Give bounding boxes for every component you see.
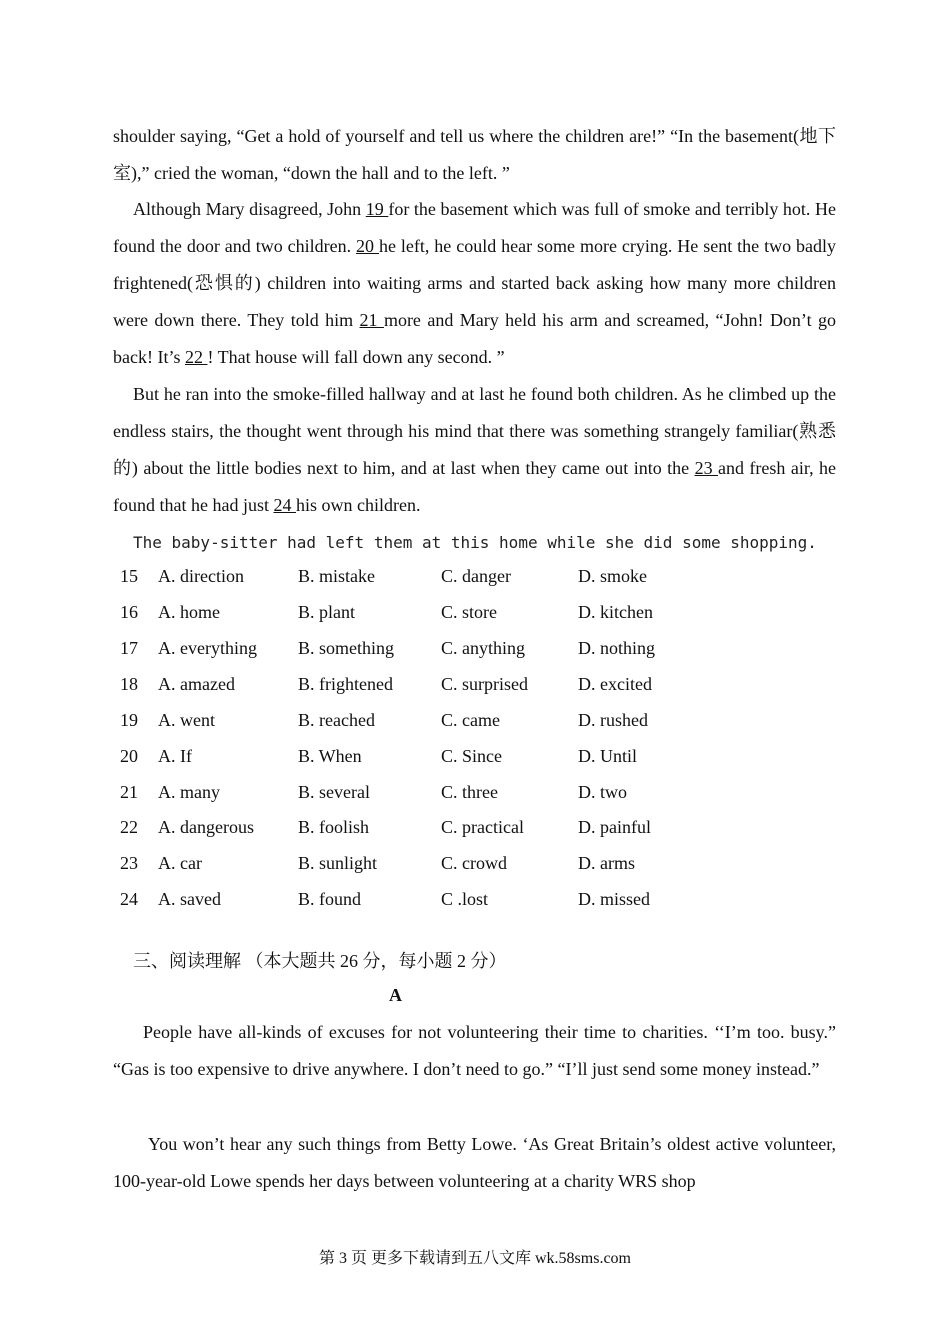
inserted-sentence: The baby-sitter had left them at this home while she did some shopping. — [133, 533, 817, 552]
option-b: B. reached — [298, 710, 375, 730]
paragraph-text: shoulder saying, “Get a hold of yourself and tell us where the children are!” “In the basement(地下室),” cried the woman, “down the hall and to the left. ” — [113, 126, 836, 183]
option-d: D. arms — [578, 853, 635, 873]
option-b: B. plant — [298, 602, 355, 622]
question-number: 22 — [120, 817, 138, 837]
option-c: C. crowd — [441, 853, 507, 873]
option-d: D. Until — [578, 746, 638, 766]
blank-21: 21 — [359, 310, 384, 330]
option-c: C. danger — [441, 566, 511, 586]
option-c: C. three — [441, 782, 498, 802]
option-d: D. smoke — [578, 566, 647, 586]
option-b: B. frightened — [298, 674, 393, 694]
question-number: 20 — [120, 746, 138, 766]
option-row — [120, 853, 840, 889]
option-row — [120, 602, 840, 638]
question-number: 21 — [120, 782, 138, 802]
option-row — [120, 674, 840, 710]
option-a: A. many — [158, 782, 220, 802]
option-b: B. When — [298, 746, 362, 766]
question-number: 15 — [120, 566, 138, 586]
question-number: 17 — [120, 638, 138, 658]
option-row — [120, 566, 840, 602]
paragraph-text: he left, he could hear some more crying. He sent the two badly frightened(恐惧的) children into waiting arms and started back asking how many more children were down there. They told him — [113, 236, 836, 330]
paragraph-text: Although Mary disagreed, John — [133, 199, 366, 219]
option-a: A. car — [158, 853, 202, 873]
option-b: B. something — [298, 638, 395, 658]
option-d: D. missed — [578, 889, 650, 909]
section-heading: 三、阅读理解 （本大题共 26 分，每小题 2 分） — [133, 951, 507, 971]
question-number: 16 — [120, 602, 138, 622]
passage-paragraph-1 — [113, 118, 836, 192]
option-d: D. nothing — [578, 638, 656, 658]
option-a: A. direction — [158, 566, 244, 586]
option-c: C .lost — [441, 889, 489, 909]
blank-19: 19 — [365, 199, 389, 219]
option-d: D. kitchen — [578, 602, 653, 622]
paragraph-text: for the basement which was full of smoke and terribly hot. He found the door and two children. — [113, 199, 836, 256]
option-d: D. two — [578, 782, 627, 802]
reading-paragraph-1: People have all-kinds of excuses for not volunteering their time to charities. ‘‘I’m too. busy.” “Gas is too expensive to drive anywhere. I don’t need to go.” “I’ll just send some money instead.” — [113, 1022, 836, 1079]
option-row — [120, 746, 840, 782]
option-c: C. Since — [441, 746, 502, 766]
page-footer: 第 3 页 更多下载请到五八文库 wk.58sms.com — [318, 1250, 631, 1267]
passage-paragraph-3 — [113, 376, 836, 524]
option-c: C. store — [441, 602, 497, 622]
option-b: B. mistake — [298, 566, 375, 586]
reading-paragraph-2: You won’t hear any such things from Betty Lowe. ‘As Great Britain’s oldest active volunteer, 100-year-old Lowe spends her days between volunteering at a charity WRS shop — [113, 1134, 836, 1191]
paragraph-text: But he ran into the smoke-filled hallway and at last he found both children. As he climbed up the endless stairs, the thought went through his mind that there was something strangely familiar(熟悉的) about the little bodies next to him, and at last when they came out into the — [113, 384, 836, 478]
paragraph-text: and fresh air, he found that he had just — [113, 458, 837, 515]
option-c: C. practical — [441, 817, 524, 837]
option-a: A. home — [158, 602, 220, 622]
paragraph-text: his own children. — [295, 495, 421, 515]
option-a: A. amazed — [158, 674, 235, 694]
blank-22: 22 — [184, 347, 208, 367]
option-c: C. came — [441, 710, 500, 730]
blank-20: 20 — [356, 236, 379, 256]
option-row — [120, 638, 840, 674]
option-row — [120, 710, 840, 746]
option-a: A. everything — [158, 638, 257, 658]
option-d: D. painful — [578, 817, 651, 837]
option-a: A. If — [158, 746, 192, 766]
option-c: C. surprised — [441, 674, 528, 694]
paragraph-text: ! That house will fall down any second. ” — [207, 347, 505, 367]
question-number: 19 — [120, 710, 138, 730]
option-b: B. sunlight — [298, 853, 378, 873]
option-b: B. found — [298, 889, 361, 909]
question-number: 23 — [120, 853, 138, 873]
option-row — [120, 782, 840, 818]
option-d: D. rushed — [578, 710, 648, 730]
option-b: B. several — [298, 782, 370, 802]
question-number: 24 — [120, 889, 138, 909]
option-row — [120, 817, 840, 853]
option-b: B. foolish — [298, 817, 370, 837]
option-a: A. saved — [158, 889, 221, 909]
question-number: 18 — [120, 674, 138, 694]
passage-paragraph-2 — [113, 191, 836, 376]
paragraph-text: more and Mary held his arm and screamed, “John! Don’t go back! It’s — [113, 310, 837, 367]
blank-24: 24 — [273, 495, 296, 515]
option-a: A. dangerous — [158, 817, 254, 837]
option-c: C. anything — [441, 638, 525, 658]
passage-title: A — [389, 985, 402, 1005]
blank-23: 23 — [694, 458, 718, 478]
option-d: D. excited — [578, 674, 652, 694]
option-row — [120, 889, 840, 925]
option-a: A. went — [158, 710, 215, 730]
